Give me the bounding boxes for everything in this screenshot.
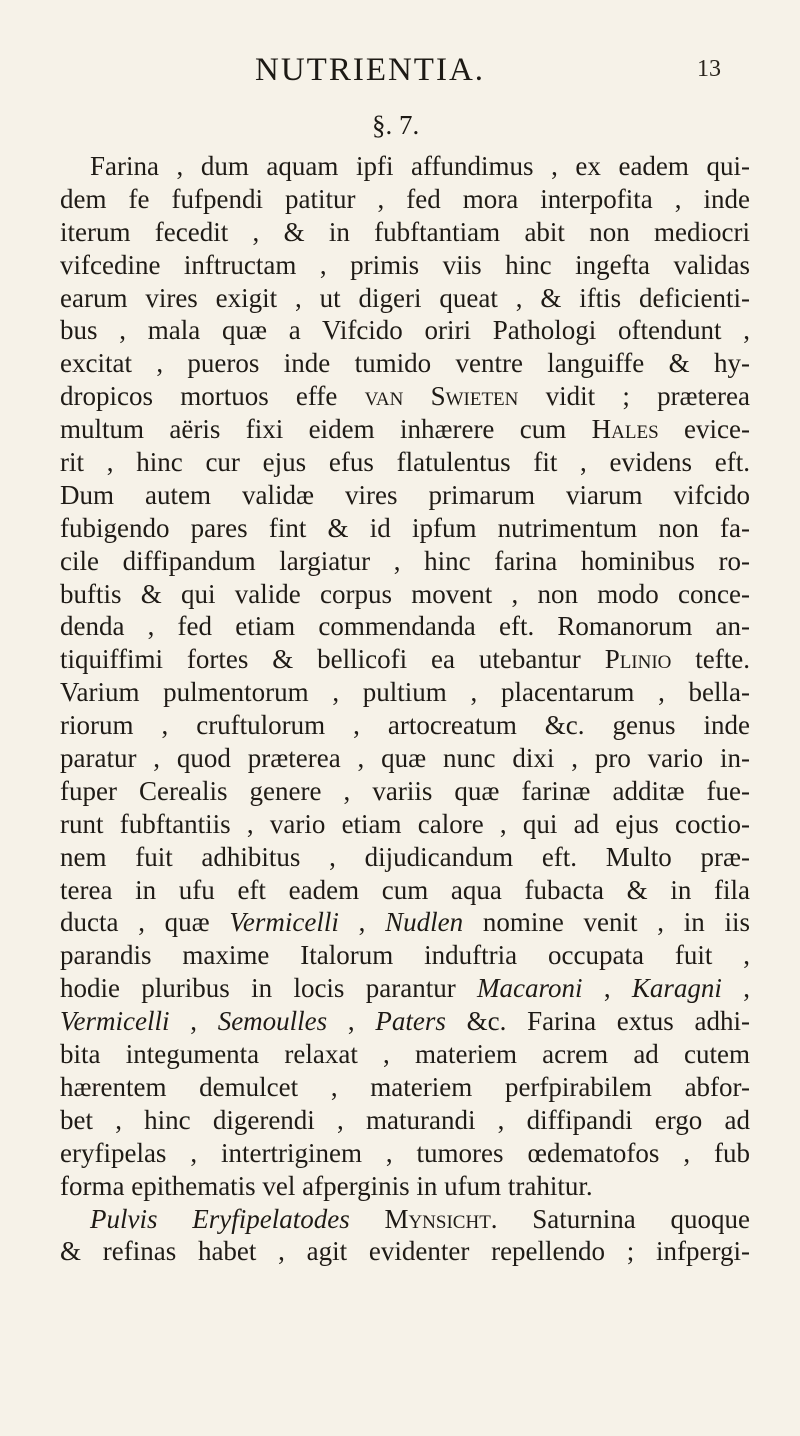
text-line [60, 1137, 750, 1170]
text-segment: buftis & qui valide corpus movent , non modo conce- [60, 578, 750, 609]
text-segment: multum aëris fixi eidem inhærere cum [60, 414, 592, 445]
text-line [60, 610, 750, 643]
text-segment: nomine venit , in iis [463, 907, 750, 938]
text-segment: &c. Farina extus adhi- [445, 1006, 751, 1037]
text-segment: ducta , quæ [60, 907, 230, 938]
text-line [60, 643, 750, 676]
author-name: van Swieten [364, 381, 519, 412]
text-segment: fubigendo pares fint & id ipfum nutrimentum non fa- [60, 512, 750, 543]
text-line [60, 1235, 750, 1268]
text-segment: cile diffipandum largiatur , hinc farina hominibus ro- [60, 545, 750, 576]
text-segment: paratur , quod præterea , quæ nunc dixi , pro vario in- [60, 743, 750, 774]
text-line [60, 150, 750, 183]
text-segment: runt fubftantiis , vario etiam calore , qui ad ejus coctio- [60, 808, 750, 839]
text-line [60, 216, 750, 249]
text-segment: evice- [658, 414, 750, 445]
text-segment: earum vires exigit , ut digeri queat , & iftis deficienti- [60, 282, 750, 313]
author-name: Mynsicht [384, 1203, 491, 1234]
text-line [60, 939, 750, 972]
text-segment: hodie pluribus in locis parantur [60, 973, 478, 1004]
text-segment: dem fe fufpendi patitur , fed mora interpofita , inde [60, 183, 750, 214]
text-line [60, 578, 750, 611]
page-number: 13 [697, 56, 721, 82]
text-line [60, 676, 750, 709]
author-name: Hales [591, 414, 659, 445]
text-line [60, 1071, 750, 1104]
text-line [60, 1038, 750, 1071]
text-line [60, 1170, 750, 1203]
text-segment: , [721, 973, 751, 1004]
text-segment: Dum autem validæ vires primarum viarum vifcido [60, 479, 750, 510]
text-segment: Varium pulmentorum , pultium , placentarum , bella- [60, 677, 750, 708]
text-line [60, 742, 750, 775]
text-segment: , [582, 973, 632, 1004]
text-line [60, 775, 750, 808]
text-line [60, 808, 750, 841]
italic-term: Macaroni [477, 973, 583, 1004]
text-line [60, 1104, 750, 1137]
text-line [60, 183, 750, 216]
text-segment: forma epithematis vel afperginis in ufum trahitur. [60, 1170, 593, 1201]
text-segment: , [338, 907, 386, 938]
text-segment: nem fuit adhibitus , dijudicandum eft. Multo præ- [60, 841, 750, 872]
text-segment: bus , mala quæ a Vifcido oriri Pathologi oftendunt , [60, 315, 750, 346]
text-segment: vifcedine inftructam , primis viis hinc ingefta validas [60, 249, 750, 280]
text-line [60, 380, 750, 413]
text-segment: vidit ; præterea [518, 381, 751, 412]
text-segment: denda , fed etiam commendanda eft. Romanorum an- [60, 611, 750, 642]
section-heading: §. 7. [372, 110, 420, 140]
body-text [60, 150, 750, 1268]
italic-term: Pulvis Eryfipelatodes [90, 1203, 350, 1234]
text-line [60, 709, 750, 742]
text-segment: & refinas habet , agit evidenter repellendo ; infpergi- [60, 1236, 750, 1267]
text-segment [350, 1204, 385, 1234]
italic-term: Nudlen [385, 907, 464, 938]
italic-term: Paters [375, 1006, 446, 1037]
text-line [60, 874, 750, 907]
text-segment: parandis maxime Italorum induftria occupata fuit , [60, 940, 750, 971]
text-segment: Farina , dum aquam ipfi affundimus , ex eadem qui- [90, 151, 750, 181]
page-header [0, 52, 800, 92]
text-segment: iterum fecedit , & in fubftantiam abit non mediocri [60, 216, 750, 247]
text-line [60, 413, 750, 446]
text-line [60, 314, 750, 347]
italic-term: Vermicelli [229, 907, 339, 938]
italic-term: Vermicelli [60, 1006, 170, 1037]
text-segment: excitat , pueros inde tumido ventre languiffe & hy- [60, 348, 750, 379]
text-line [60, 512, 750, 545]
text-line [60, 906, 750, 939]
text-line [60, 545, 750, 578]
text-line [60, 347, 750, 380]
text-segment: fuper Cerealis genere , variis quæ farinæ additæ fue- [60, 775, 750, 806]
italic-term: Semoulles [217, 1006, 328, 1037]
text-segment: bet , hinc digerendi , maturandi , diffipandi ergo ad [60, 1104, 750, 1135]
text-line [60, 1203, 750, 1236]
author-name: Plinio [604, 644, 672, 675]
text-segment: tefte. [671, 644, 751, 675]
text-segment: dropicos mortuos effe [60, 381, 365, 412]
text-line [60, 841, 750, 874]
text-line [60, 282, 750, 315]
italic-term: Karagni [631, 973, 722, 1004]
text-segment: terea in ufu eft eadem cum aqua fubacta & in fila [60, 874, 750, 905]
text-segment: . Saturnina quoque [490, 1203, 751, 1234]
text-segment: tiquiffimi fortes & bellicofi ea utebantur [60, 644, 605, 675]
text-line [60, 249, 750, 282]
text-segment: hærentem demulcet , materiem perfpirabilem abfor- [60, 1071, 750, 1102]
text-line [60, 446, 750, 479]
text-segment: , [169, 1006, 218, 1037]
text-line [60, 972, 750, 1005]
text-segment: bita integumenta relaxat , materiem acrem ad cutem [60, 1039, 750, 1070]
text-segment: rit , hinc cur ejus efus flatulentus fit , evidens eft. [60, 447, 750, 478]
text-line [60, 479, 750, 512]
text-segment: , [327, 1006, 376, 1037]
text-segment: eryfipelas , intertriginem , tumores œdematofos , fub [60, 1137, 750, 1168]
text-segment: riorum , cruftulorum , artocreatum &c. genus inde [60, 710, 750, 741]
text-line [60, 1005, 750, 1038]
running-title: NUTRIENTIA. [255, 52, 486, 88]
